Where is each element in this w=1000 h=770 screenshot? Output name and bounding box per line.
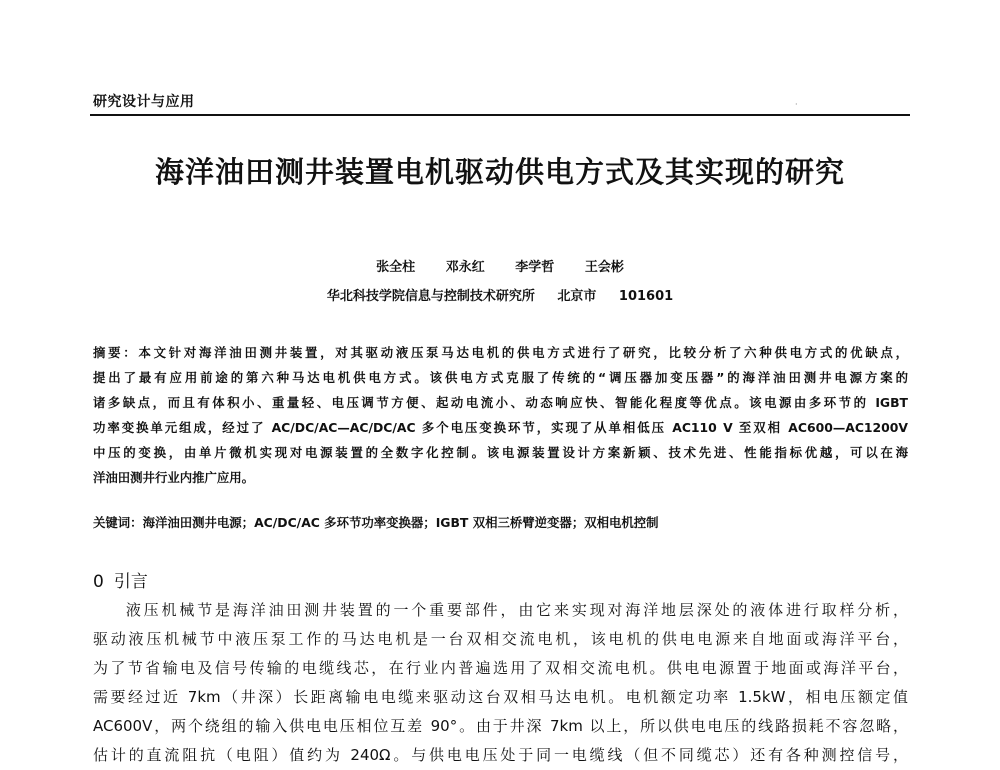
section-number: 0: [93, 572, 104, 592]
abstract-line: 功率变换单元组成，经过了 AC/DC/AC—AC/DC/AC 多个电压变换环节，实现了从单相低压 AC110 V 至双相 AC600—AC1200V: [93, 420, 908, 435]
affiliation-postcode: 101601: [618, 289, 674, 304]
scan-speck: ·: [795, 100, 798, 109]
body-line: 需要经过近 7km（井深）长距离输电电缆来驱动这台双相马达电机。电机额定功率 1.5kW，相电压额定值: [93, 688, 908, 706]
paper-title: 海洋油田测井装置电机驱动供电方式及其实现的研究: [154, 155, 845, 189]
header-rule: [90, 114, 910, 116]
abstract-line: 提出了最有应用前途的第六种马达电机供电方式。该供电方式克服了传统的“调压器加变压器”的海洋油田测井电源方案的: [93, 370, 908, 385]
keywords-text: 海洋油田测井电源；AC/DC/AC 多环节功率变换器；IGBT 双相三桥臂逆变器；双相电机控制: [142, 515, 659, 530]
author-list: [0, 256, 1000, 275]
abstract-line: 中压的变换，由单片微机实现对电源装置的全数字化控制。该电源装置设计方案新颖、技术先进、性能指标优越，可以在海: [93, 445, 908, 460]
section-tag: 研究设计与应用: [93, 94, 195, 110]
author: 邓永红: [445, 260, 485, 275]
abstract-line: 洋油田测井行业内推广应用。: [93, 470, 255, 485]
abstract-label: 摘要：: [93, 345, 139, 360]
affiliation-institute: 华北科技学院信息与控制技术研究所: [326, 289, 535, 304]
body-line: 液压机械节是海洋油田测井装置的一个重要部件，由它来实现对海洋地层深处的液体进行取样分析，: [123, 601, 908, 619]
abstract-line: 诸多缺点，而且有体积小、重量轻、电压调节方便、起动电流小、动态响应快、智能化程度等优点。该电源由多环节的 IGBT: [93, 395, 908, 410]
body-line: 为了节省输电及信号传输的电缆线芯，在行业内普遍选用了双相交流电机。供电电源置于地面或海洋平台，: [93, 659, 908, 677]
affiliation: [0, 285, 1000, 304]
keywords-label: 关键词：: [93, 515, 143, 530]
section-title: 引言: [113, 572, 148, 592]
abstract-line: 摘要：本文针对海洋油田测井装置，对其驱动液压泵马达电机的供电方式进行了研究，比较分析了六种供电方式的优缺点，: [93, 345, 909, 360]
author: 李学哲: [515, 260, 555, 275]
affiliation-city: 北京市: [557, 289, 597, 304]
body-line: AC600V，两个绕组的输入供电电压相位互差 90°。由于井深 7km 以上，所以供电电压的线路损耗不容忽略，: [93, 717, 908, 735]
author: 王会彬: [584, 260, 624, 275]
author: 张全柱: [376, 260, 416, 275]
body-line: 驱动液压机械节中液压泵工作的马达电机是一台双相交流电机，该电机的供电电源来自地面或海洋平台，: [93, 630, 908, 648]
section-heading: [93, 567, 148, 592]
body-line: 估计的直流阻抗（电阻）值约为 240Ω。与供电电压处于同一电缆线（但不同缆芯）还有各种测控信号，: [93, 746, 908, 764]
keywords: [93, 513, 908, 531]
